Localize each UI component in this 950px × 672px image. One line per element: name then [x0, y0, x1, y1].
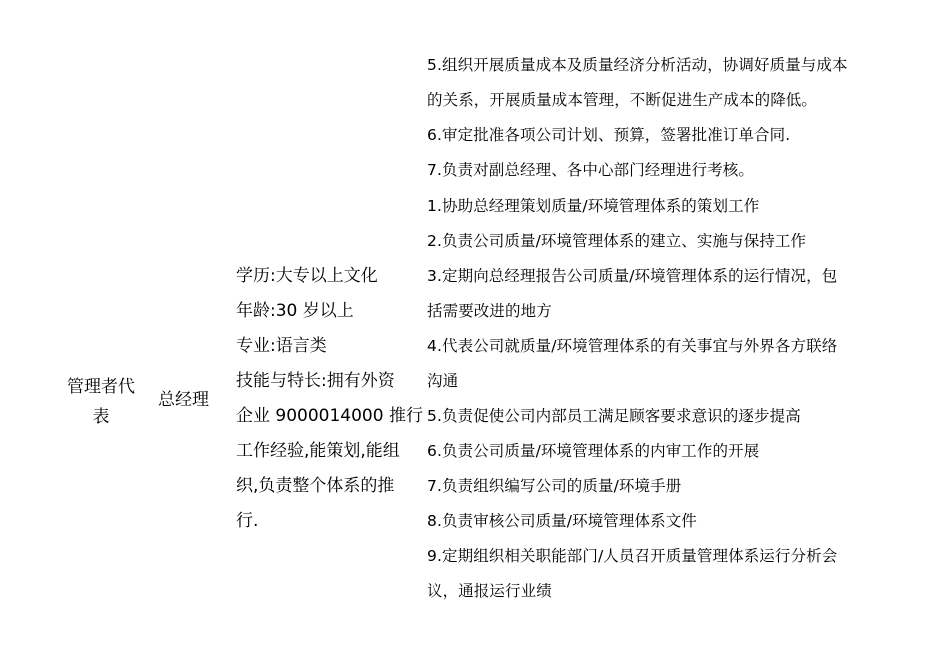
responsibility-line: 1.协助总经理策划质量/环境管理体系的策划工作 [427, 197, 760, 215]
responsibility-line: 7.负责对副总经理、各中心部门经理进行考核。 [427, 161, 754, 179]
requirement-line: 年龄:30 岁以上 [236, 301, 354, 321]
requirement-line: 织,负责整个体系的推 [236, 476, 395, 496]
role-cell: 管理者代表 [67, 377, 135, 427]
responsibility-line: 2.负责公司质量/环境管理体系的建立、实施与保持工作 [427, 232, 807, 250]
requirement-line: 专业:语言类 [236, 336, 327, 356]
position-cell: 总经理 [158, 390, 209, 410]
responsibility-line: 5.组织开展质量成本及质量经济分析活动，协调好质量与成本 [427, 56, 848, 74]
requirement-line: 企业 9000014000 推行 [236, 406, 423, 426]
responsibility-line: 7.负责组织编写公司的质量/环境手册 [427, 477, 682, 495]
responsibility-line: 议，通报运行业绩 [427, 582, 552, 600]
responsibility-line: 沟通 [427, 372, 459, 390]
requirement-line: 行. [236, 511, 259, 531]
responsibility-line: 6.负责公司质量/环境管理体系的内审工作的开展 [427, 442, 760, 460]
responsibility-line: 6.审定批准各项公司计划、预算，签署批准订单合同. [427, 126, 791, 144]
requirement-line: 技能与特长:拥有外资 [236, 371, 395, 391]
responsibility-line: 8.负责审核公司质量/环境管理体系文件 [427, 512, 697, 530]
responsibility-line: 5.负责促使公司内部员工满足顾客要求意识的逐步提高 [427, 407, 801, 425]
responsibility-line: 4.代表公司就质量/环境管理体系的有关事宜与外界各方联络 [427, 337, 838, 355]
requirement-line: 工作经验,能策划,能组 [236, 441, 400, 461]
responsibility-line: 3.定期向总经理报告公司质量/环境管理体系的运行情况，包 [427, 267, 838, 285]
responsibility-line: 括需要改进的地方 [427, 302, 552, 320]
responsibility-line: 9.定期组织相关职能部门/人员召开质量管理体系运行分析会 [427, 547, 838, 565]
requirement-line: 学历:大专以上文化 [236, 266, 378, 286]
responsibility-line: 的关系，开展质量成本管理，不断促进生产成本的降低。 [427, 91, 818, 109]
